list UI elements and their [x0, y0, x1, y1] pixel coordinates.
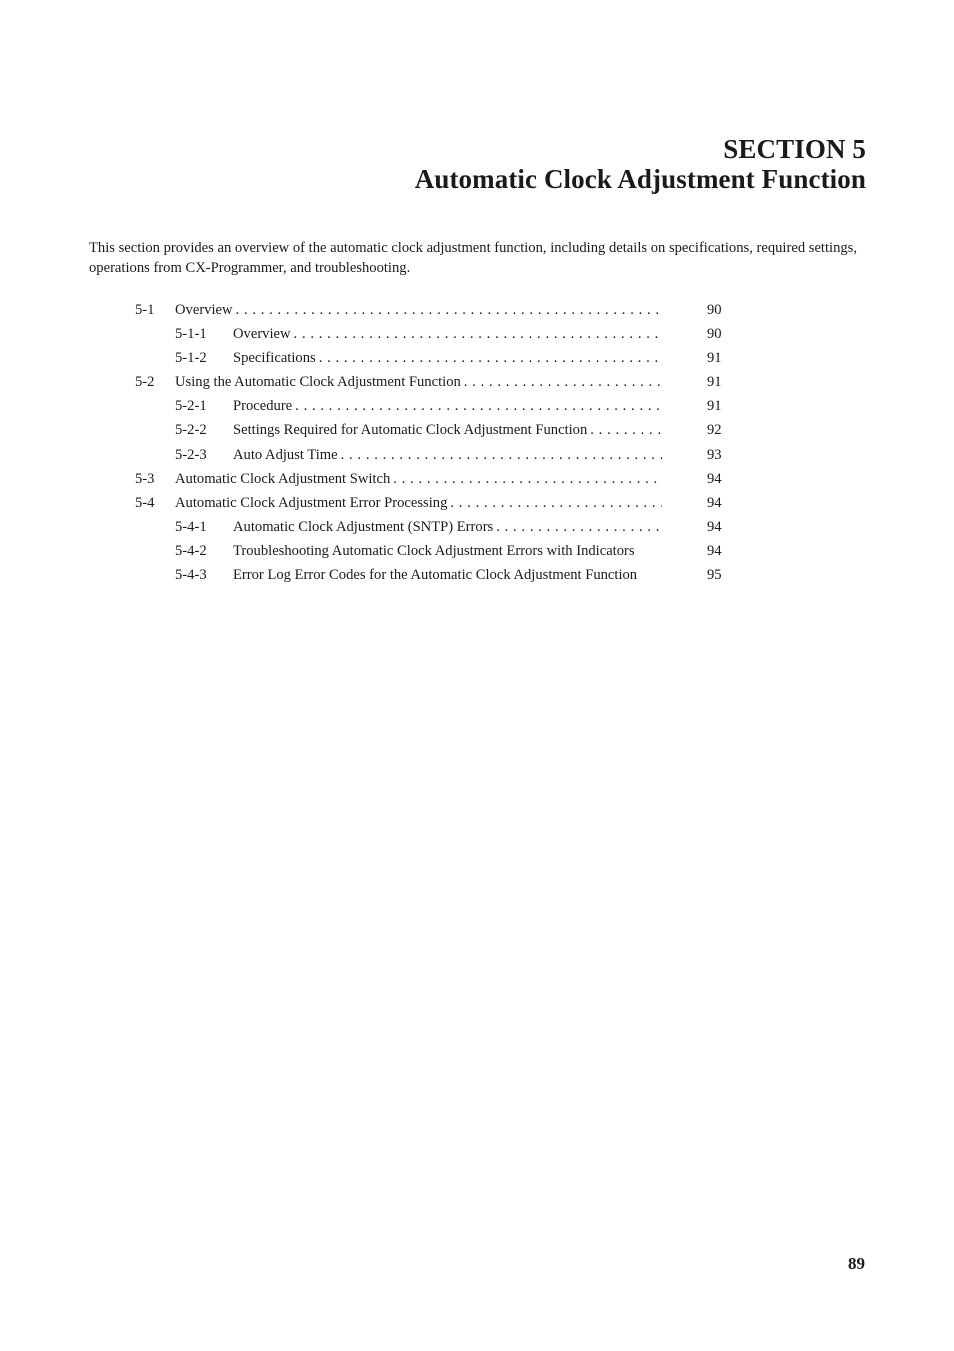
toc-entry-title: Specifications . . . — [233, 348, 662, 368]
toc-entry-5-4-1[interactable] — [0, 517, 954, 541]
toc-entry-5-3[interactable] — [0, 469, 954, 493]
toc-entry-number: 5-2-2 — [175, 422, 207, 439]
toc-entry-page: 91 — [707, 350, 722, 367]
toc-entry-5-1-2[interactable] — [0, 348, 954, 372]
toc-entry-page: 91 — [707, 374, 722, 391]
toc-entry-title: Settings Required for Automatic Clock Adjustment Function . . . — [233, 420, 662, 440]
section-title: Automatic Clock Adjustment Function — [414, 164, 866, 194]
toc-entry-number: 5-4-3 — [175, 567, 207, 584]
toc-entry-number: 5-1-2 — [175, 350, 207, 367]
toc-entry-5-4-3[interactable] — [0, 565, 954, 589]
toc-entry-5-1[interactable] — [0, 300, 954, 324]
toc-entry-page: 90 — [707, 326, 722, 343]
toc-entry-5-1-1[interactable] — [0, 324, 954, 348]
toc-entry-title: Automatic Clock Adjustment Switch . . . — [175, 469, 662, 489]
toc-entry-5-2-2[interactable] — [0, 420, 954, 444]
toc-entry-number: 5-4-1 — [175, 518, 207, 535]
toc-entry-number: 5-2-3 — [175, 446, 207, 463]
toc-entry-page: 91 — [707, 398, 722, 415]
toc-entry-number: 5-3 — [135, 470, 155, 487]
section-label: SECTION 5 — [723, 134, 866, 164]
toc-entry-title: Overview . . . — [233, 324, 662, 344]
section-intro: This section provides an overview of the automatic clock adjustment function, including details on specifications, required settings, operations from CX-Programmer, and troubleshooting. — [89, 240, 858, 276]
toc-entry-title: Using the Automatic Clock Adjustment Function . . . — [175, 372, 662, 392]
toc-entry-title: Automatic Clock Adjustment Error Processing . . . — [175, 493, 662, 513]
toc-entry-number: 5-4 — [135, 494, 155, 511]
toc-entry-5-2-3[interactable] — [0, 445, 954, 469]
toc-entry-number: 5-2-1 — [175, 398, 207, 415]
toc-entry-page: 92 — [707, 422, 722, 439]
toc-entry-5-4-2[interactable] — [0, 541, 954, 565]
toc-entry-number: 5-4-2 — [175, 542, 207, 559]
toc-entry-title: Error Log Error Codes for the Automatic Clock Adjustment Function — [233, 567, 638, 584]
toc-entry-page: 90 — [707, 302, 722, 318]
toc-entry-title: Automatic Clock Adjustment (SNTP) Errors . . . — [233, 517, 662, 537]
toc-entry-title: Procedure . . . — [233, 396, 662, 416]
toc-entry-page: 95 — [707, 567, 722, 584]
toc-entry-5-2[interactable] — [0, 372, 954, 396]
toc-entry-title: Troubleshooting Automatic Clock Adjustment Errors with Indicators — [233, 542, 635, 559]
table-of-contents — [0, 300, 954, 589]
toc-entry-title: Auto Adjust Time . . . — [233, 445, 662, 465]
page-number: 89 — [848, 1254, 865, 1273]
toc-entry-page: 94 — [707, 518, 722, 535]
toc-entry-number: 5-2 — [135, 374, 155, 391]
section-heading — [415, 134, 866, 194]
toc-entry-page: 94 — [707, 542, 722, 559]
toc-entry-5-2-1[interactable] — [0, 396, 954, 420]
toc-entry-5-4[interactable] — [0, 493, 954, 517]
toc-entry-page: 93 — [707, 446, 722, 463]
toc-entry-page: 94 — [707, 470, 722, 487]
toc-entry-number: 5-1-1 — [175, 326, 207, 343]
toc-entry-title: Overview . . . — [175, 300, 662, 320]
toc-entry-page: 94 — [707, 494, 722, 511]
toc-entry-number: 5-1 — [135, 302, 155, 318]
